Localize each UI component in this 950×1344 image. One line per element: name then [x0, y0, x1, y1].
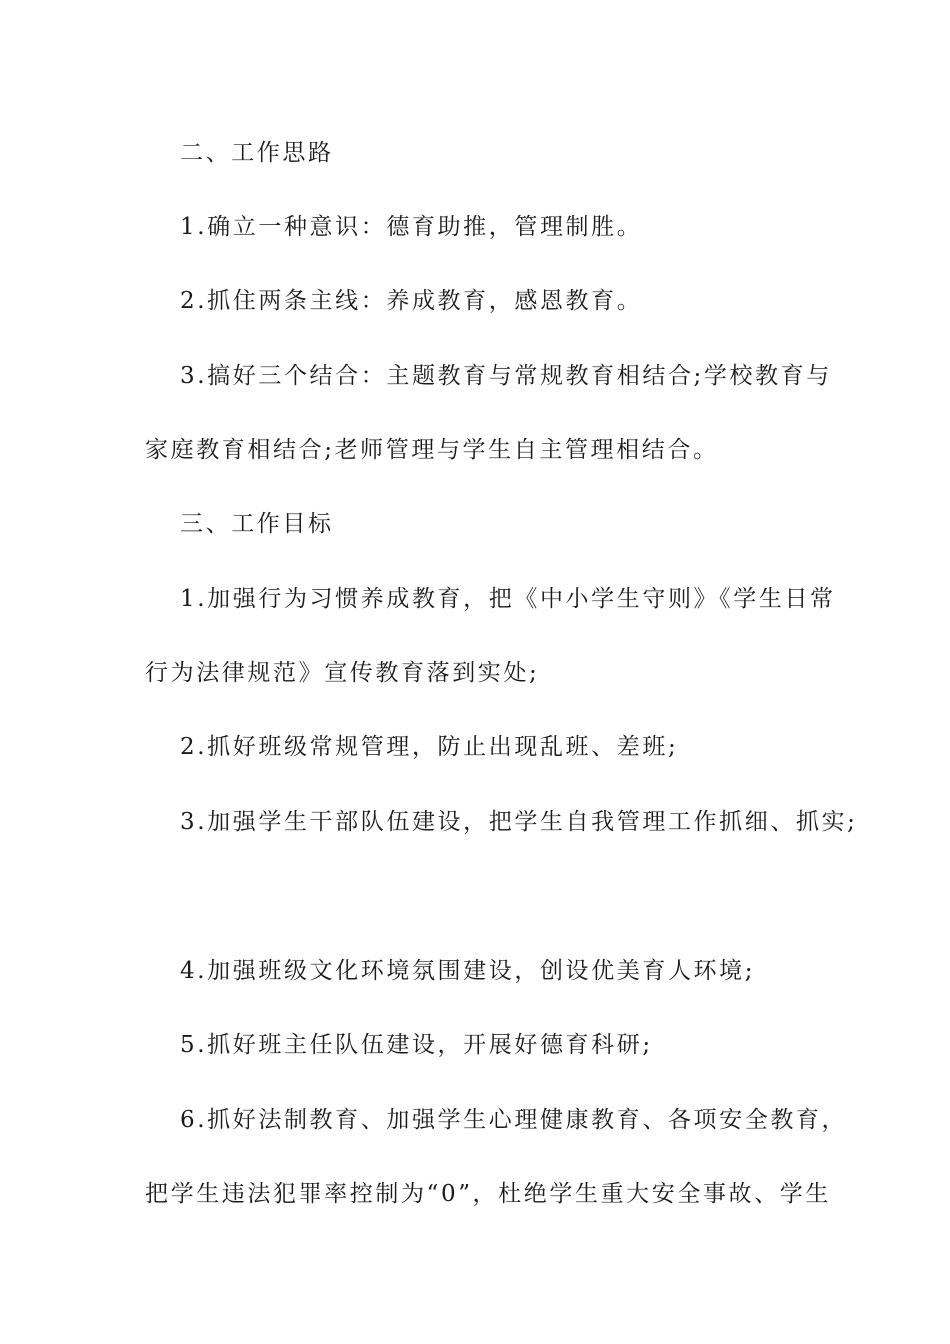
paragraph-line: 1.加强行为习惯养成教育，把《中小学生守则》《学生日常	[180, 586, 836, 612]
paragraph-line: 5.抓好班主任队伍建设，开展好德育科研;	[180, 1032, 653, 1058]
paragraph-line: 行为法律规范》宣传教育落到实处;	[145, 660, 540, 686]
paragraph-line: 4.加强班级文化环境氛围建设，创设优美育人环境;	[180, 958, 756, 984]
paragraph-line: 6.抓好法制教育、加强学生心理健康教育、各项安全教育，	[180, 1107, 848, 1133]
section-heading-work-goals: 三、工作目标	[180, 511, 334, 537]
paragraph-line: 把学生违法犯罪率控制为“0”，杜绝学生重大安全事故、学生	[145, 1181, 831, 1207]
paragraph-line: 3.加强学生干部队伍建设，把学生自我管理工作抓细、抓实;	[180, 809, 858, 835]
paragraph-line: 2.抓住两条主线：养成教育，感恩教育。	[180, 288, 643, 314]
paragraph-line: 1.确立一种意识：德育助推，管理制胜。	[180, 214, 643, 240]
paragraph-line: 3.搞好三个结合：主题教育与常规教育相结合;学校教育与	[180, 363, 832, 389]
paragraph-line: 家庭教育相结合;老师管理与学生自主管理相结合。	[145, 437, 719, 463]
paragraph-line: 2.抓好班级常规管理，防止出现乱班、差班;	[180, 734, 679, 760]
section-heading-work-approach: 二、工作思路	[180, 140, 334, 166]
